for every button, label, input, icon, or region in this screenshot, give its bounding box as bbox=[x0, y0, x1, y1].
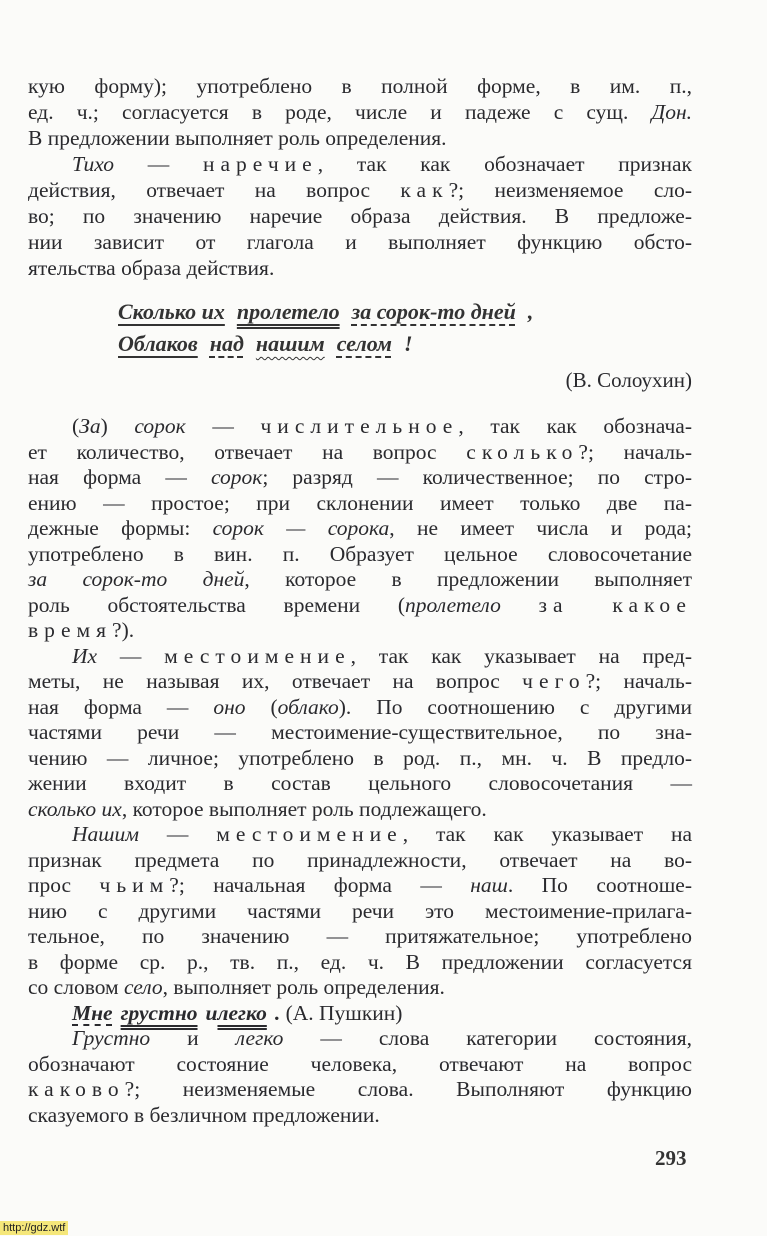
italic-term: сколько их bbox=[28, 796, 122, 821]
text-segment: и bbox=[150, 1026, 236, 1050]
text-segment: прос bbox=[28, 873, 100, 897]
text-line bbox=[28, 924, 692, 950]
text-line bbox=[28, 73, 692, 99]
text-segment: кую форму); употреблено в полной форме, в им. п., bbox=[28, 74, 692, 98]
text-line bbox=[28, 746, 692, 772]
text-segment: ) bbox=[100, 414, 135, 438]
text-line bbox=[28, 593, 692, 619]
sentence-member-none: и bbox=[205, 1000, 218, 1025]
italic-term: оно bbox=[213, 694, 246, 719]
text-line bbox=[28, 177, 692, 203]
text-line bbox=[28, 618, 692, 644]
text-segment: — bbox=[185, 414, 261, 438]
text-segment: ению — простое; при склонении имеет только две па- bbox=[28, 490, 692, 515]
text-segment: ?; неизменяемые слова. Выполняют функцию bbox=[124, 1077, 692, 1101]
sentence-member-subject: Облаков bbox=[118, 331, 198, 356]
text-segment: ятельства образа действия. bbox=[28, 256, 275, 280]
text-line bbox=[28, 491, 692, 517]
text-line bbox=[28, 822, 692, 848]
spaced-term: местоимение bbox=[164, 643, 351, 668]
text-segment: . По соотноше- bbox=[507, 873, 692, 897]
text-segment: , так как обозначает признак bbox=[317, 152, 693, 176]
text-line bbox=[28, 255, 692, 281]
sentence-member-subject: Сколько их bbox=[118, 299, 225, 324]
sentence-member-attribute: нашим bbox=[255, 331, 325, 356]
italic-term: сорок — сорока bbox=[212, 516, 390, 540]
text-line bbox=[28, 873, 692, 899]
text-line bbox=[28, 720, 692, 746]
sentence-member-none: . bbox=[274, 1000, 281, 1025]
text-segment: в форме ср. р., тв. п., ед. ч. В предложении согласуется bbox=[28, 949, 692, 974]
italic-term: сорок bbox=[134, 414, 186, 438]
text-segment: меты, не называя их, отвечает на вопрос bbox=[28, 669, 523, 693]
spaced-term: местоимение bbox=[216, 822, 403, 846]
text-line bbox=[28, 797, 692, 823]
text-segment: обозначают состояние человека, отвечают на вопрос bbox=[28, 1051, 692, 1076]
text-segment: ная форма — bbox=[28, 694, 214, 719]
text-segment: ная форма — bbox=[28, 465, 211, 489]
text-segment: ед. ч.; согласуется в роде, числе и падеже с сущ. bbox=[28, 100, 652, 124]
sentence-member-none: ! bbox=[403, 331, 413, 356]
text-line bbox=[28, 465, 692, 491]
sentence-member-none: , bbox=[527, 299, 534, 324]
sentence-member-circumstance: над bbox=[209, 331, 244, 356]
italic-term: легко bbox=[235, 1026, 284, 1050]
paragraph-block-top bbox=[28, 73, 692, 281]
text-line bbox=[28, 440, 692, 466]
text-line bbox=[28, 644, 692, 670]
italic-term: наш bbox=[470, 873, 508, 897]
spaced-term: чьим bbox=[99, 873, 170, 897]
text-segment: — bbox=[138, 822, 217, 846]
sentence-member-predicate: грустно bbox=[120, 1000, 198, 1025]
text-segment: частями речи — местоимение-существительное, по зна- bbox=[28, 720, 692, 744]
sentence-member-circumstance: селом bbox=[336, 331, 392, 356]
italic-term: облако bbox=[277, 694, 339, 719]
text-line bbox=[28, 975, 692, 1001]
text-segment: действия, отвечает на вопрос bbox=[28, 178, 401, 202]
sentence-member-circumstance: за сорок-то дней bbox=[351, 299, 516, 324]
text-segment: ?; начальная форма — bbox=[169, 873, 471, 897]
sentence-member-object: Мне bbox=[72, 1000, 113, 1025]
text-segment: нию с другими частями речи это местоимение-прилага- bbox=[28, 898, 692, 923]
poem-line bbox=[118, 328, 533, 360]
spaced-term: сколько bbox=[466, 439, 579, 464]
text-segment: сказуемого в безличном предложении. bbox=[28, 1102, 380, 1127]
spaced-term: как bbox=[400, 178, 449, 202]
text-segment: В предложении выполняет роль определения. bbox=[28, 126, 447, 150]
text-segment: , так как указывает на bbox=[402, 822, 692, 846]
text-segment: — bbox=[97, 643, 165, 668]
text-segment: со словом bbox=[28, 975, 125, 999]
text-segment: ; разряд — количественное; по стро- bbox=[262, 465, 692, 489]
text-line bbox=[28, 771, 692, 797]
example-source: (А. Пушкин) bbox=[285, 1000, 403, 1025]
text-segment: ет количество, отвечает на вопрос bbox=[28, 439, 467, 464]
text-segment: , так как обознача- bbox=[458, 414, 692, 438]
italic-term: Нашим bbox=[72, 822, 139, 846]
text-segment: , выполняет роль определения. bbox=[162, 975, 445, 999]
italic-term: за сорок-то дней bbox=[28, 567, 245, 591]
text-segment: , не имеет числа и рода; bbox=[389, 516, 692, 540]
text-line bbox=[28, 229, 692, 255]
spaced-term: за какое bbox=[538, 592, 692, 617]
italic-term: сорок bbox=[210, 465, 263, 489]
paragraph-block-main bbox=[28, 414, 692, 1128]
text-segment: ( bbox=[72, 414, 80, 438]
watermark-link[interactable]: http://gdz.wtf bbox=[0, 1221, 68, 1235]
text-segment: , так как указывает на пред- bbox=[350, 643, 692, 668]
text-line bbox=[28, 125, 692, 151]
italic-term: Грустно bbox=[72, 1026, 151, 1050]
sentence-member-predicate: пролетело bbox=[236, 299, 340, 324]
text-segment bbox=[501, 593, 539, 617]
text-line bbox=[28, 695, 692, 721]
example-sentence bbox=[28, 1001, 692, 1027]
text-line bbox=[28, 1077, 692, 1103]
italic-term: село bbox=[124, 975, 163, 999]
sentence-member-predicate: легко bbox=[217, 1000, 267, 1025]
text-segment: ?; неизменяемое сло- bbox=[448, 178, 692, 202]
text-line bbox=[28, 542, 692, 568]
poem-line bbox=[118, 296, 533, 328]
spaced-term: время bbox=[28, 618, 113, 642]
poem-quote bbox=[118, 296, 533, 360]
text-segment: ?; началь- bbox=[585, 669, 692, 693]
text-segment: нии зависит от глагола и выполняет функцию обсто- bbox=[28, 230, 692, 254]
text-segment: употреблено в вин. п. Образует цельное словосочетание bbox=[28, 541, 692, 566]
text-line bbox=[28, 1103, 692, 1129]
page-number: 293 bbox=[655, 1146, 687, 1170]
text-line bbox=[28, 1026, 692, 1052]
text-line bbox=[28, 899, 692, 925]
text-line bbox=[28, 848, 692, 874]
italic-term: пролетело bbox=[405, 592, 501, 617]
italic-term: Их bbox=[72, 643, 98, 668]
text-line bbox=[28, 950, 692, 976]
text-segment: жении входит в состав цельного словосочетания — bbox=[28, 771, 692, 795]
spaced-term: чего bbox=[522, 669, 586, 693]
text-line bbox=[28, 669, 692, 695]
text-segment: ?; началь- bbox=[578, 439, 692, 464]
text-line bbox=[28, 567, 692, 593]
text-segment: ?). bbox=[112, 618, 135, 642]
text-line bbox=[28, 151, 692, 177]
spaced-term: каково bbox=[28, 1077, 125, 1101]
text-line bbox=[28, 1052, 692, 1078]
italic-term: Тихо bbox=[72, 152, 114, 176]
text-segment: признак предмета по принадлежности, отвечает на во- bbox=[28, 847, 692, 872]
text-segment: ). По соотношению с другими bbox=[338, 694, 692, 719]
text-segment: , которое выполняет роль подлежащего. bbox=[121, 796, 487, 821]
text-line bbox=[28, 99, 692, 125]
text-line bbox=[28, 516, 692, 542]
text-segment: во; по значению наречие образа действия. В предложе- bbox=[28, 204, 692, 228]
text-line bbox=[28, 203, 692, 229]
italic-term: Дон. bbox=[651, 100, 692, 124]
text-line bbox=[28, 414, 692, 440]
spaced-term: наречие bbox=[202, 152, 318, 176]
text-segment: дежные формы: bbox=[28, 516, 213, 540]
text-segment: , которое в предложении выполняет bbox=[244, 567, 692, 591]
text-segment: роль обстоятельства времени ( bbox=[28, 592, 406, 617]
spaced-term: числительное bbox=[260, 414, 459, 438]
poem-author: (В. Солоухин) bbox=[565, 368, 692, 392]
text-segment: тельное, по значению — притяжательное; употреблено bbox=[28, 924, 692, 948]
text-segment: — слова категории состояния, bbox=[283, 1026, 692, 1050]
italic-term: За bbox=[79, 414, 101, 438]
text-segment: — bbox=[113, 152, 203, 176]
text-segment: чению — личное; употреблено в род. п., мн. ч. В предло- bbox=[28, 745, 692, 770]
text-segment: ( bbox=[245, 694, 278, 719]
